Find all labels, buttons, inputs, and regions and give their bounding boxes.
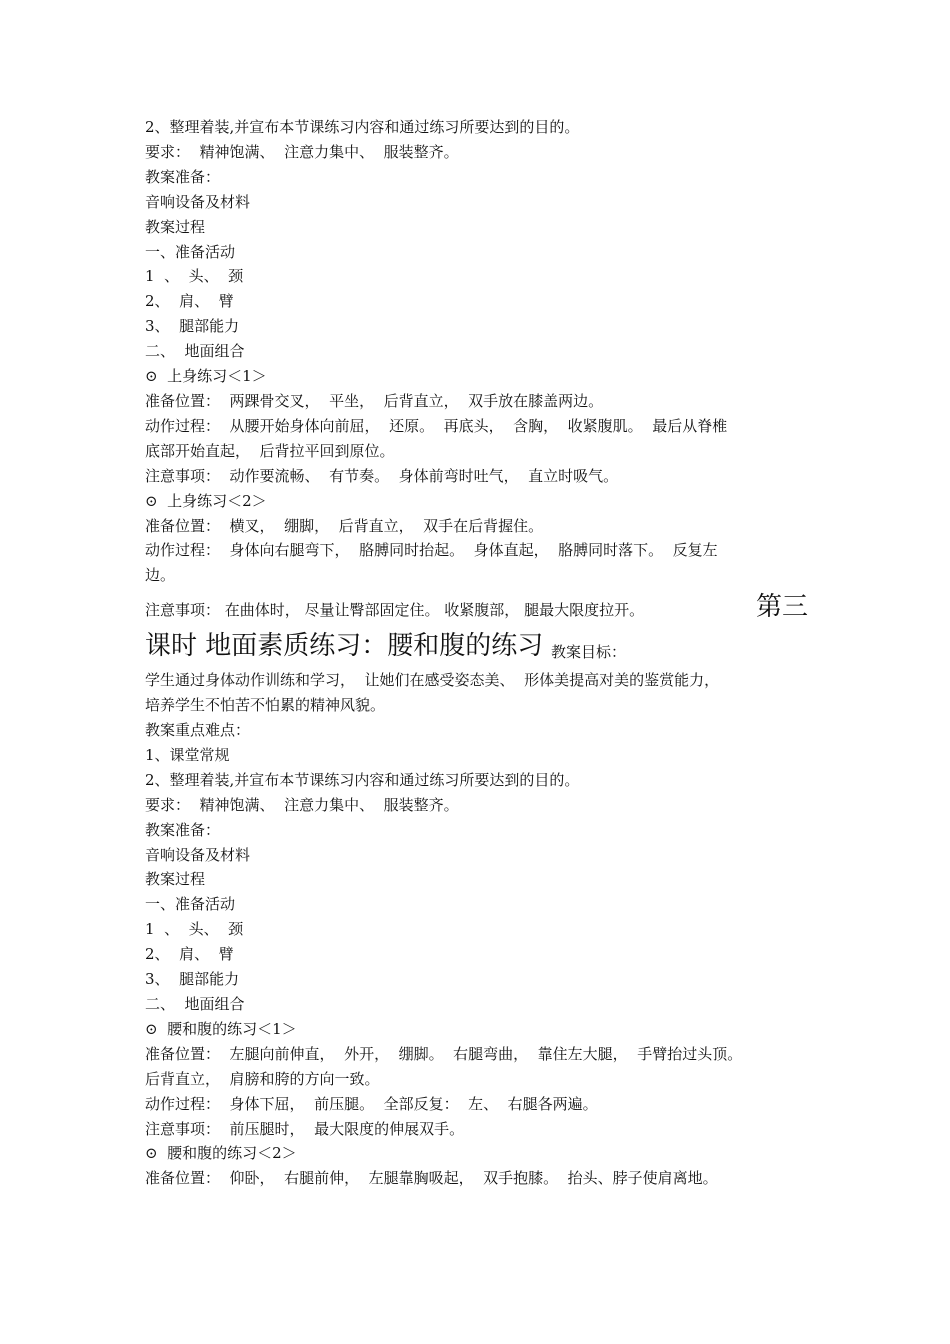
text-line: 动作过程： 从腰开始身体向前屈， 还原。 再底头， 含胸， 收紧腹肌。 最后从脊椎 xyxy=(145,416,728,435)
exercise-title: ⊙ 上身练习＜1＞ xyxy=(145,367,267,386)
objectives-label: 教案目标： xyxy=(551,643,627,662)
text-line: 要求： 精神饱满、 注意力集中、 服装整齐。 xyxy=(145,795,459,814)
lesson-title-part1: 第三 xyxy=(755,592,808,623)
text-line: 培养学生不怕苦不怕累的精神风貌。 xyxy=(145,696,386,715)
text-line: 3、 腿部能力 xyxy=(145,317,240,336)
text-line: 教案重点难点： xyxy=(145,721,251,740)
exercise-title: ⊙ 腰和腹的练习＜1＞ xyxy=(145,1019,297,1038)
text-line: 1、课堂常规 xyxy=(145,745,230,764)
lesson-title-part2: 课时 地面素质练习：腰和腹的练习 xyxy=(145,631,544,662)
text-line: 1 、 头、 颈 xyxy=(145,267,244,286)
lesson-section-previous xyxy=(145,115,810,588)
text-line: 音响设备及材料 xyxy=(145,192,251,211)
text-line: 准备位置： 横叉， 绷脚， 后背直立， 双手在后背握住。 xyxy=(145,516,544,535)
text-line: 2、整理着装,并宣布本节课练习内容和通过练习所要达到的目的。 xyxy=(145,770,580,789)
text-line: 教案过程 xyxy=(145,217,206,236)
text-line: 1 、 头、 颈 xyxy=(145,920,244,939)
text-line: 一、准备活动 xyxy=(145,895,236,914)
exercise-title: ⊙ 腰和腹的练习＜2＞ xyxy=(145,1144,297,1163)
text-line: 注意事项： 前压腿时， 最大限度的伸展双手。 xyxy=(145,1119,465,1138)
text-line: 一、准备活动 xyxy=(145,242,236,261)
text-line: 边。 xyxy=(145,566,176,585)
lesson-section-third xyxy=(145,668,810,1191)
text-line: 准备位置： 两踝骨交叉， 平坐， 后背直立， 双手放在膝盖两边。 xyxy=(145,391,604,410)
text-line: 3、 腿部能力 xyxy=(145,970,240,989)
text-line: 音响设备及材料 xyxy=(145,845,251,864)
text-line: 2、 肩、 臂 xyxy=(145,945,234,964)
text-line: 2、 肩、 臂 xyxy=(145,292,234,311)
lesson-heading-row xyxy=(145,592,810,662)
text-line: 后背直立， 肩膀和胯的方向一致。 xyxy=(145,1069,380,1088)
text-line: 二、 地面组合 xyxy=(145,342,245,361)
text-line: 二、 地面组合 xyxy=(145,995,245,1013)
text-line: 底部开始直起， 后背拉平回到原位。 xyxy=(145,441,395,460)
text-line: 学生通过身体动作训练和学习， 让她们在感受姿态美、 形体美提高对美的鉴赏能力， xyxy=(145,671,720,690)
text-line: 教案过程 xyxy=(145,870,206,889)
text-line: 动作过程： 身体下屈， 前压腿。 全部反复： 左、 右腿各两遍。 xyxy=(145,1094,598,1113)
exercise-title: ⊙ 上身练习＜2＞ xyxy=(145,491,267,510)
text-line: 注意事项： 动作要流畅、 有节奏。 身体前弯时吐气， 直立时吸气。 xyxy=(145,466,619,485)
text-line: 教案准备： xyxy=(145,820,221,839)
text-line: 动作过程： 身体向右腿弯下， 胳膊同时抬起。 身体直起， 胳膊同时落下。 反复左 xyxy=(145,541,718,560)
text-line: 准备位置： 仰卧， 右腿前伸， 左腿靠胸吸起， 双手抱膝。 抬头、脖子使肩离地。 xyxy=(145,1169,718,1188)
note-line: 注意事项： 在曲体时， 尽量让臀部固定住。 收紧腹部， 腿最大限度拉开。 xyxy=(145,601,645,620)
text-line: 2、整理着装,并宣布本节课练习内容和通过练习所要达到的目的。 xyxy=(145,118,580,136)
text-line: 要求： 精神饱满、 注意力集中、 服装整齐。 xyxy=(145,142,459,161)
document-page xyxy=(145,115,810,1191)
text-line: 准备位置： 左腿向前伸直， 外开， 绷脚。 右腿弯曲， 靠住左大腿， 手臂抬过头顶。 xyxy=(145,1044,743,1063)
text-line: 教案准备： xyxy=(145,167,221,186)
